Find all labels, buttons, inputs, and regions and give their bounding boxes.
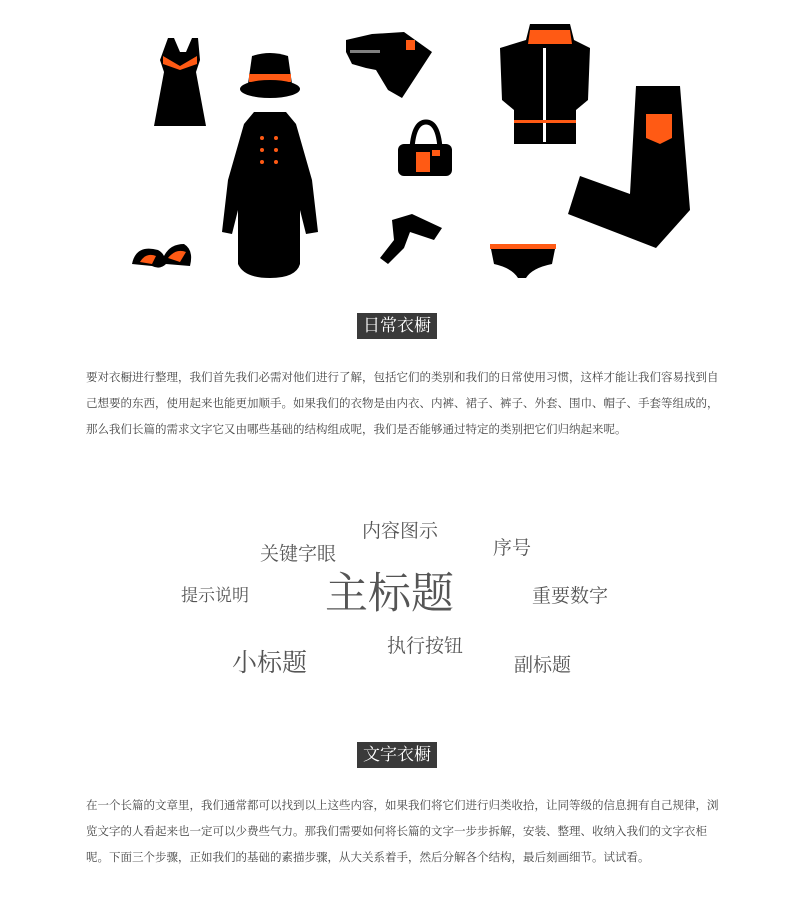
briefs-icon — [490, 244, 556, 278]
cloud-word-action-button: 执行按钮 — [387, 635, 464, 657]
pants-icon — [568, 86, 690, 248]
cloud-word-hint: 提示说明 — [181, 586, 249, 606]
section-paragraph-text-wardrobe: 在一个长篇的文章里，我们通常都可以找到以上这些内容，如果我们将它们进行归类收拾，让同等级的信息拥有自己规律，浏览文字的人看起来也一定可以少费些气力。那我们需要如何将长篇的文字一步步拆解，安装、整理、收纳入我们的文字衣柜呢。下面三个步骤，正如我们的基础的素描步骤，从大关系着手，然后分解各个结构，最后刻画细节。试试看。 — [86, 798, 719, 864]
handbag-icon — [398, 122, 452, 176]
cloud-word-number: 序号 — [493, 537, 532, 559]
coat-icon — [222, 112, 318, 278]
dress-icon — [154, 38, 206, 126]
cloud-word-main-title: 主标题 — [325, 569, 454, 619]
section-title-text-wardrobe: 文字衣橱 — [357, 742, 437, 768]
bra-icon — [132, 244, 191, 268]
section-paragraph-daily-wardrobe: 要对衣橱进行整理，我们首先我们必需对他们进行了解，包括它们的类别和我们的日常使用习惯，这样才能让我们容易找到自己想要的东西，使用起来也能更加顺手。如果我们的衣物是由内衣、内裤、裙子、裤子、外套、围巾、帽子、手套等组成的，那么我们长篇的需求文字它又由哪些基础的结构组成呢，我们是否能够通过特定的类别把它们归纳起来呢。 — [86, 370, 719, 436]
glove-icon — [346, 32, 432, 98]
cloud-word-keyword: 关键字眼 — [260, 543, 337, 565]
cloud-word-content-icon: 内容图示 — [362, 520, 439, 542]
hat-icon — [240, 53, 300, 98]
cloud-word-small-title: 小标题 — [232, 648, 308, 677]
scarf-icon — [380, 214, 442, 264]
section-title-daily-wardrobe: 日常衣橱 — [357, 313, 437, 339]
cloud-word-key-number: 重要数字 — [532, 585, 609, 607]
cloud-word-subtitle: 副标题 — [514, 654, 572, 676]
clothing-illustration — [0, 0, 800, 300]
vest-icon — [500, 24, 590, 144]
